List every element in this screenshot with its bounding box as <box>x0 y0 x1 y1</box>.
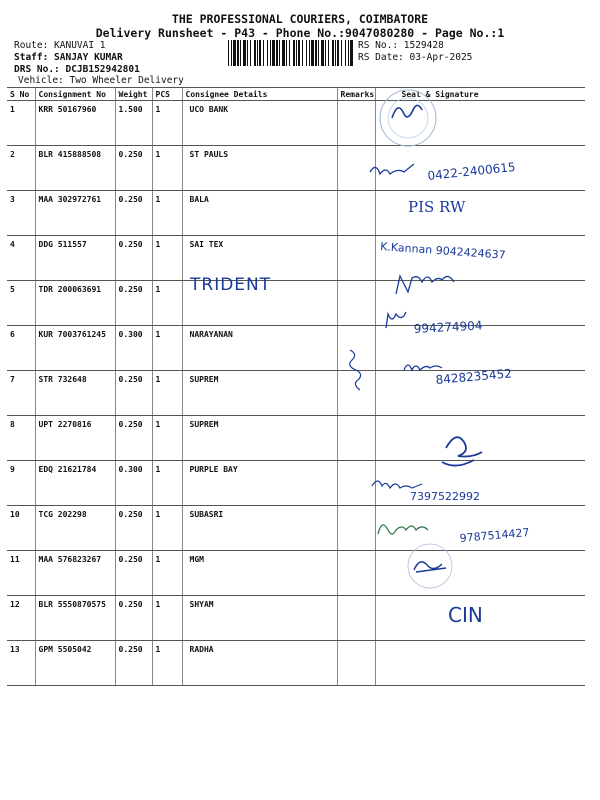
weight-cell: 0.250 <box>115 281 152 326</box>
barcode-bar <box>254 40 256 66</box>
sno-cell: 8 <box>7 416 35 461</box>
pcs-cell: 1 <box>152 191 182 236</box>
table-row <box>7 191 585 236</box>
pcs-cell: 1 <box>152 281 182 326</box>
staff-label: Staff: SANJAY KUMAR <box>14 52 123 63</box>
signature-cell <box>375 236 585 281</box>
handwriting-row13: CIN <box>448 603 483 627</box>
signature-cell <box>375 146 585 191</box>
col-remarks: Remarks <box>337 88 375 101</box>
table-row <box>7 326 585 371</box>
consignment-cell: KRR 50167960 <box>35 101 115 146</box>
barcode-bar <box>298 40 300 66</box>
table-row <box>7 416 585 461</box>
sno-cell: 10 <box>7 506 35 551</box>
signature-cell <box>375 371 585 416</box>
handwriting-row7: 8428235452 <box>435 366 513 387</box>
barcode-bar <box>289 40 290 66</box>
barcode-bar <box>228 40 229 66</box>
remarks-cell <box>337 551 375 596</box>
barcode-bar <box>302 40 303 66</box>
handwriting-row6: 994274904 <box>413 318 483 336</box>
rs-date-label: RS Date: 03-Apr-2025 <box>358 52 473 63</box>
remarks-cell <box>337 146 375 191</box>
sno-cell: 2 <box>7 146 35 191</box>
signature-cell <box>375 506 585 551</box>
consignee-cell: SHYAM <box>182 596 337 641</box>
signature-cell <box>375 281 585 326</box>
barcode-bar <box>348 40 349 66</box>
consignee-cell: RADHA <box>182 641 337 686</box>
col-pcs: PCS <box>152 88 182 101</box>
pcs-cell: 1 <box>152 416 182 461</box>
weight-cell: 0.300 <box>115 326 152 371</box>
table-header-row <box>7 88 585 101</box>
runsheet-table <box>7 87 585 686</box>
consignment-cell: MAA 576823267 <box>35 551 115 596</box>
remarks-cell <box>337 281 375 326</box>
consignment-cell: TCG 202298 <box>35 506 115 551</box>
signature-cell <box>375 461 585 506</box>
barcode-bar <box>237 40 239 66</box>
barcode-bar <box>328 40 329 66</box>
weight-cell: 1.500 <box>115 101 152 146</box>
weight-cell: 0.250 <box>115 551 152 596</box>
remarks-cell <box>337 236 375 281</box>
document-title: THE PROFESSIONAL COURIERS, COIMBATORE <box>171 12 429 26</box>
remarks-cell <box>337 191 375 236</box>
barcode-bar <box>259 40 261 66</box>
barcode-bar <box>311 40 314 66</box>
barcode-bar <box>321 40 324 66</box>
sno-cell: 9 <box>7 461 35 506</box>
sno-cell: 4 <box>7 236 35 281</box>
consignment-cell: KUR 7003761245 <box>35 326 115 371</box>
barcode-bar <box>243 40 246 66</box>
remarks-cell <box>337 326 375 371</box>
consignee-cell: SUBASRI <box>182 506 337 551</box>
handwriting-row2: 0422-2400615 <box>426 159 517 183</box>
barcode-bar <box>263 40 264 66</box>
pcs-cell: 1 <box>152 461 182 506</box>
pcs-cell: 1 <box>152 551 182 596</box>
remarks-cell <box>337 506 375 551</box>
table-row <box>7 506 585 551</box>
weight-cell: 0.250 <box>115 146 152 191</box>
barcode-bar <box>282 40 285 66</box>
col-weight: Weight <box>115 88 152 101</box>
handwriting-row3: PIS RW <box>408 198 466 216</box>
pcs-cell: 1 <box>152 641 182 686</box>
weight-cell: 0.300 <box>115 461 152 506</box>
signature-cell <box>375 551 585 596</box>
col-consignee: Consignee Details <box>182 88 337 101</box>
barcode-bar <box>315 40 317 66</box>
consignee-cell: UCO BANK <box>182 101 337 146</box>
barcode-bar <box>286 40 287 66</box>
consignee-cell: SUPREM <box>182 371 337 416</box>
consignment-cell: DDG 511557 <box>35 236 115 281</box>
table-row <box>7 551 585 596</box>
remarks-cell <box>337 461 375 506</box>
barcode-bar <box>337 40 339 66</box>
consignment-cell: MAA 302972761 <box>35 191 115 236</box>
sno-cell: 13 <box>7 641 35 686</box>
barcode <box>228 40 354 66</box>
route-label: Route: KANUVAI 1 <box>14 40 106 51</box>
pcs-cell: 1 <box>152 506 182 551</box>
consignee-cell: ST PAULS <box>182 146 337 191</box>
consignee-cell <box>182 281 337 326</box>
barcode-bar <box>318 40 319 66</box>
col-signature: Seal & Signature <box>375 88 585 101</box>
barcode-bar <box>267 40 268 66</box>
pcs-cell: 1 <box>152 371 182 416</box>
sno-cell: 12 <box>7 596 35 641</box>
weight-cell: 0.250 <box>115 596 152 641</box>
weight-cell: 0.250 <box>115 371 152 416</box>
consignment-cell: EDQ 21621784 <box>35 461 115 506</box>
barcode-bar <box>276 40 278 66</box>
barcode-bar <box>233 40 236 66</box>
signature-cell <box>375 596 585 641</box>
pcs-cell: 1 <box>152 146 182 191</box>
table-row <box>7 236 585 281</box>
barcode-bar <box>279 40 280 66</box>
handwriting-row4: K.Kannan 9042424637 <box>379 240 507 262</box>
consignment-cell: UPT 2270816 <box>35 416 115 461</box>
pcs-cell: 1 <box>152 596 182 641</box>
sno-cell: 1 <box>7 101 35 146</box>
barcode-bar <box>332 40 334 66</box>
consignee-cell: BALA <box>182 191 337 236</box>
table-row <box>7 461 585 506</box>
rs-no-label: RS No.: 1529428 <box>358 40 444 51</box>
signature-cell <box>375 416 585 461</box>
consignee-cell: NARAYANAN <box>182 326 337 371</box>
sno-cell: 7 <box>7 371 35 416</box>
weight-cell: 0.250 <box>115 506 152 551</box>
barcode-bar <box>309 40 310 66</box>
table-row <box>7 596 585 641</box>
consignee-cell: MGM <box>182 551 337 596</box>
table-row <box>7 146 585 191</box>
barcode-bar <box>231 40 232 66</box>
weight-cell: 0.250 <box>115 191 152 236</box>
weight-cell: 0.250 <box>115 641 152 686</box>
consignment-cell: STR 732648 <box>35 371 115 416</box>
barcode-bar <box>240 40 241 66</box>
sno-cell: 11 <box>7 551 35 596</box>
pcs-cell: 1 <box>152 326 182 371</box>
consignee-cell: PURPLE BAY <box>182 461 337 506</box>
remarks-cell <box>337 641 375 686</box>
sno-cell: 5 <box>7 281 35 326</box>
barcode-bar <box>350 40 353 66</box>
barcode-bar <box>270 40 271 66</box>
consignee-cell: SUPREM <box>182 416 337 461</box>
handwriting-row11: 9787514427 <box>459 525 530 545</box>
barcode-bar <box>296 40 297 66</box>
barcode-bar <box>293 40 295 66</box>
weight-cell: 0.250 <box>115 416 152 461</box>
pcs-cell: 1 <box>152 236 182 281</box>
remarks-cell <box>337 101 375 146</box>
handwriting-row5-consignee: TRIDENT <box>190 275 272 295</box>
barcode-bar <box>325 40 326 66</box>
consignee-cell: SAI TEX <box>182 236 337 281</box>
pcs-cell: 1 <box>152 101 182 146</box>
barcode-bar <box>345 40 346 66</box>
table-row <box>7 101 585 146</box>
barcode-bar <box>257 40 258 66</box>
signature-cell <box>375 191 585 236</box>
remarks-cell <box>337 596 375 641</box>
barcode-bar <box>335 40 336 66</box>
weight-cell: 0.250 <box>115 236 152 281</box>
col-sno: S No <box>7 88 35 101</box>
consignment-cell: TDR 200063691 <box>35 281 115 326</box>
vehicle-label: Vehicle: Two Wheeler Delivery <box>18 75 184 86</box>
consignment-cell: BLR 415888508 <box>35 146 115 191</box>
table-row <box>7 371 585 416</box>
drs-label: DRS No.: DCJB152942801 <box>14 64 140 75</box>
table-row <box>7 641 585 686</box>
table-row <box>7 281 585 326</box>
consignment-cell: GPM 5505042 <box>35 641 115 686</box>
sno-cell: 6 <box>7 326 35 371</box>
document-subtitle: Delivery Runsheet - P43 - Phone No.:9047080280 - Page No.:1 <box>95 26 505 40</box>
barcode-bar <box>341 40 342 66</box>
handwriting-row10: 7397522992 <box>410 490 480 503</box>
signature-cell <box>375 326 585 371</box>
signature-cell <box>375 101 585 146</box>
remarks-cell <box>337 371 375 416</box>
barcode-bar <box>272 40 275 66</box>
sno-cell: 3 <box>7 191 35 236</box>
remarks-cell <box>337 416 375 461</box>
consignment-cell: BLR 5550870575 <box>35 596 115 641</box>
barcode-bar <box>247 40 248 66</box>
col-consignment: Consignment No <box>35 88 115 101</box>
barcode-bar <box>306 40 307 66</box>
barcode-bar <box>250 40 251 66</box>
signature-cell <box>375 641 585 686</box>
